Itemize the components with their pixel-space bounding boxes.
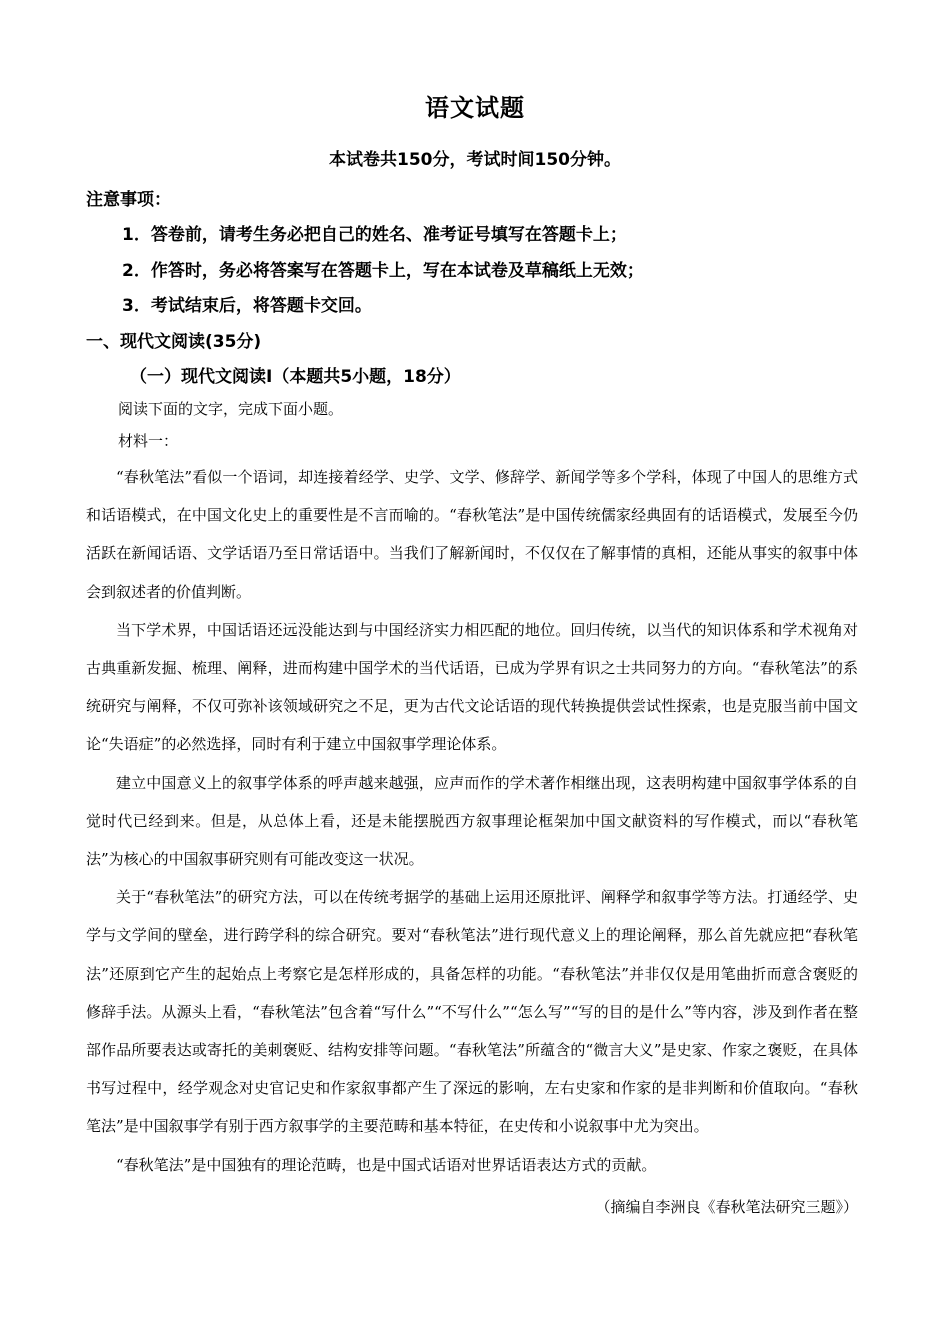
notice-item: 1．答卷前，请考生务必把自己的姓名、准考证号填写在答题卡上； [122, 225, 627, 245]
exam-subtitle: 本试卷共150分，考试时间150分钟。 [329, 150, 621, 170]
section-heading: 一、现代文阅读(35分) [86, 332, 262, 352]
notice-item: 2．作答时，务必将答案写在答题卡上，写在本试卷及草稿纸上无效； [122, 261, 644, 281]
material-text [86, 458, 858, 1184]
exam-title: 语文试题 [425, 93, 525, 122]
notice-item: 3．考试结束后，将答题卡交回。 [122, 296, 372, 316]
paragraph: 当下学术界，中国话语还远没能达到与中国经济实力相匹配的地位。回归传统，以当代的知识体系和学术视角对古典重新发掘、梳理、阐释，进而构建中国学术的当代话语，已成为学界有识之士共同努力的方向。“春秋笔法”的系统研究与阐释，不仅可弥补该领域研究之不足，更为古代文论话语的现代转换提供尝试性探索，也是克服当前中国文论“失语症”的必然选择，同时有利于建立中国叙事学理论体系。 [86, 620, 858, 754]
paragraph: 关于“春秋笔法”的研究方法，可以在传统考据学的基础上运用还原批评、阐释学和叙事学等方法。打通经学、史学与文学间的壁垒，进行跨学科的综合研究。要对“春秋笔法”进行现代意义上的理论阐释，那么首先就应把“春秋笔法”还原到它产生的起始点上考察它是怎样形成的，具备怎样的功能。“春秋笔法”并非仅仅是用笔曲折而意含褒贬的修辞手法。从源头上看，“春秋笔法”包含着“写什么”“不写什么”“怎么写”“写的目的是什么”等内容，涉及到作者在整部作品所要表达或寄托的美刺褒贬、结构安排等问题。“春秋笔法”所蕴含的“微言大义”是史家、作家之褒贬，在具体书写过程中，经学观念对史官记史和作家叙事都产生了深远的影响，左右史家和作家的是非判断和价值取向。“春秋笔法”是中国叙事学有别于西方叙事学的主要范畴和基本特征，在史传和小说叙事中尤为突出。 [86, 888, 858, 1136]
paragraph: 建立中国意义上的叙事学体系的呼声越来越强，应声而作的学术著作相继出现，这表明构建中国叙事学体系的自觉时代已经到来。但是，从总体上看，还是未能摆脱西方叙事理论框架加中国文献资料的写作模式，而以“春秋笔法”为核心的中国叙事研究则有可能改变这一状况。 [86, 773, 858, 869]
section-subheading: （一）现代文阅读Ⅰ（本题共5小题，18分） [130, 367, 461, 387]
source-citation: （摘编自李洲良《春秋笔法研究三题》） [595, 1198, 858, 1216]
paragraph: “春秋笔法”看似一个语词，却连接着经学、史学、文学、修辞学、新闻学等多个学科，体现了中国人的思维方式和话语模式，在中国文化史上的重要性是不言而喻的。“春秋笔法”是中国传统儒家经典固有的话语模式，发展至今仍活跃在新闻话语、文学话语乃至日常话语中。当我们了解新闻时，不仅仅在了解事情的真相，还能从事实的叙事中体会到叙述者的价值判断。 [86, 468, 858, 601]
paragraph: “春秋笔法”是中国独有的理论范畴，也是中国式话语对世界话语表达方式的贡献。 [116, 1155, 657, 1174]
notice-heading: 注意事项： [86, 190, 171, 210]
material-label: 材料一： [118, 432, 179, 450]
reading-instruction: 阅读下面的文字，完成下面小题。 [118, 400, 344, 418]
